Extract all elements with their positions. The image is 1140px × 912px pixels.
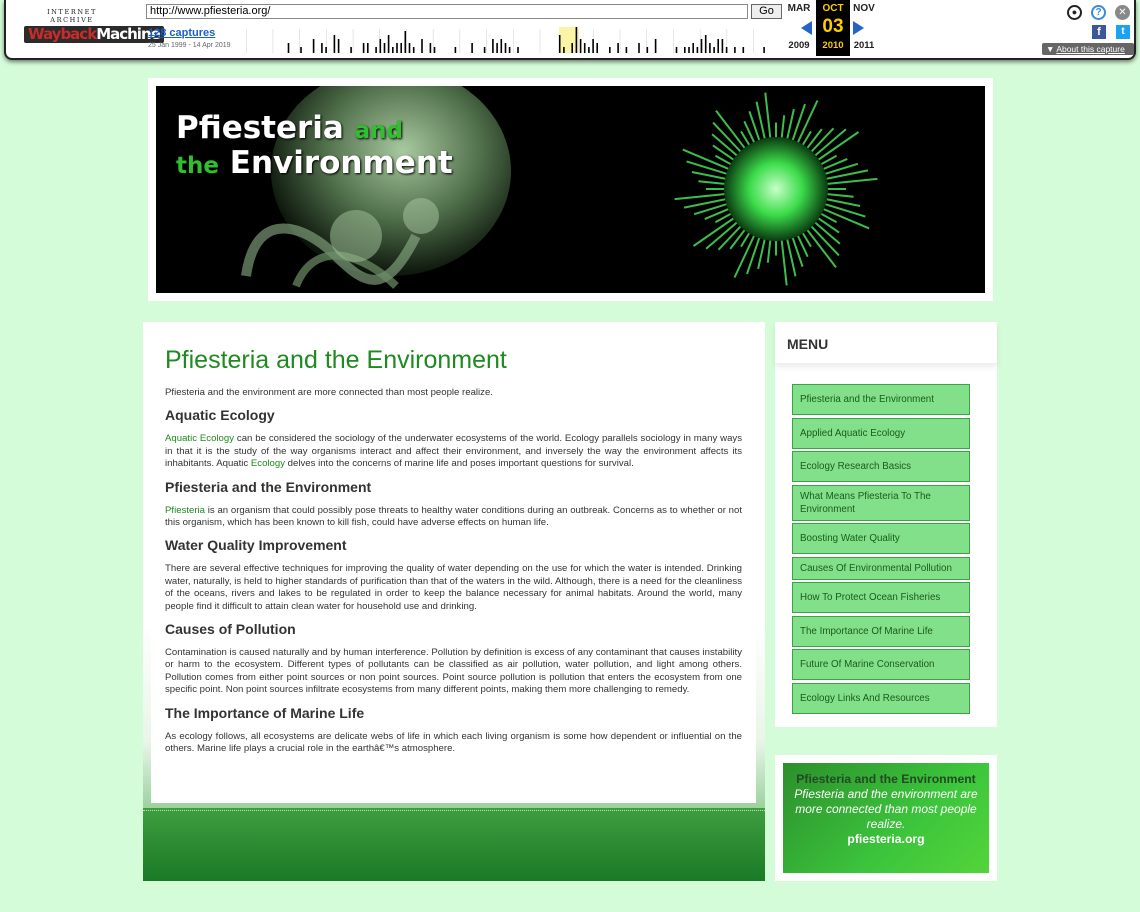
go-button[interactable]: Go — [751, 4, 782, 19]
about-capture-button[interactable]: ▼ About this capture — [1042, 43, 1134, 55]
capture-bar — [325, 47, 327, 53]
menu-item[interactable]: Ecology Research Basics — [792, 451, 970, 482]
banner-title — [176, 112, 453, 182]
menu-item[interactable]: Applied Aquatic Ecology — [792, 418, 970, 449]
capture-sparkline[interactable] — [246, 25, 780, 53]
section-heading: Causes of Pollution — [165, 621, 296, 638]
capture-bar — [509, 47, 511, 53]
capture-bar — [400, 43, 402, 53]
ad-url: pfiesteria.org — [847, 832, 925, 846]
section-text: Contamination is caused naturally and by human interference. Pollution by definition is excess of any contaminant that causes instability or harm to the ecosystem. Different types of pollutants can be classified as air pollution, water pollution, and light among others. Pollution comes from either point sources or non point sources. Point source pollution is pollution that enters the ecosystem from one specific point. Non point sources infiltrate ecosystems from many different points, making them more challenging to remedy. — [165, 647, 742, 696]
capture-bar — [375, 47, 377, 53]
year-divider — [753, 29, 754, 53]
capture-bar — [409, 43, 411, 53]
sidebar-menu — [775, 322, 997, 727]
next-month: NOV — [853, 3, 875, 14]
capture-bar — [384, 43, 386, 53]
help-icon[interactable]: ? — [1091, 5, 1106, 20]
about-capture-label: About this capture — [1056, 44, 1125, 54]
capture-bar — [763, 47, 765, 53]
year-divider — [353, 29, 354, 53]
capture-bar — [684, 47, 686, 53]
capture-bar — [313, 39, 315, 53]
header-banner-frame — [148, 78, 993, 301]
section-text-part: can be considered the sociology of the underwater ecosystems of the world. Ecology parallels sociology in many ways in that it is the study of the way organisms interact and affect their environment, and inversely the way the environment affects its inhabitants. Aquatic — [165, 433, 743, 470]
capture-bar — [471, 43, 473, 53]
close-icon[interactable]: ✕ — [1115, 5, 1130, 20]
url-input[interactable]: http://www.pfiesteria.org/ — [146, 4, 748, 19]
microbe-image-right — [656, 86, 896, 293]
captures-link[interactable]: 128 captures — [148, 27, 216, 39]
capture-bar — [388, 35, 390, 53]
capture-bar — [743, 47, 745, 53]
capture-bar — [705, 35, 707, 53]
banner-title-a: Pfiesteria — [176, 110, 344, 146]
logo-main-b: Machine — [96, 25, 160, 43]
page-title: Pfiesteria and the Environment — [165, 346, 507, 374]
capture-bar — [571, 43, 573, 53]
capture-bar — [484, 47, 486, 53]
capture-bar — [617, 43, 619, 53]
capture-bar — [559, 35, 561, 53]
section-text — [165, 505, 742, 530]
capture-bar — [380, 39, 382, 53]
section-text-part: delves into the concerns of marine life and poses important questions for survival. — [285, 458, 634, 470]
capture-bar — [434, 47, 436, 53]
capture-bar — [580, 39, 582, 53]
aquatic-ecology-link[interactable]: Aquatic Ecology — [165, 433, 235, 445]
capture-bar — [701, 39, 703, 53]
captures-range: 25 Jan 1999 - 14 Apr 2019 — [148, 42, 231, 49]
capture-bar — [697, 47, 699, 53]
capture-bar — [334, 35, 336, 53]
capture-bar — [405, 31, 407, 53]
capture-bar — [596, 43, 598, 53]
menu-item[interactable]: Pfiesteria and the Environment — [792, 384, 970, 415]
header-banner[interactable] — [156, 86, 985, 293]
menu-item[interactable]: Future Of Marine Conservation — [792, 649, 970, 680]
capture-bar — [592, 39, 594, 53]
current-month-col — [816, 0, 850, 56]
capture-bar — [584, 43, 586, 53]
capture-bar — [496, 43, 498, 53]
section-heading: Pfiesteria and the Environment — [165, 478, 372, 495]
section-text: There are several effective techniques for improving the quality of water depending on the use for which the water is intended. Drinking water, naturally, is held to higher standards of purification than that of the waters in the wild. Although, there is a need for the cleanliness of the oceans, rivers and lakes to be regulated in order to keep the balance necessary for animal habitats. Around the world, many people find it difficult to attain clean water for household use and drinking. — [165, 563, 742, 612]
year-divider — [620, 29, 621, 53]
section-heading: The Importance of Marine Life — [165, 704, 365, 721]
ad-title: Pfiesteria and the Environment — [796, 772, 976, 786]
user-icon[interactable]: ● — [1067, 5, 1082, 20]
ad-frame — [775, 755, 997, 881]
article — [151, 322, 756, 803]
capture-bar — [563, 47, 565, 53]
capture-bar — [363, 43, 365, 53]
capture-bar — [713, 47, 715, 53]
year-divider — [299, 29, 300, 53]
main-column — [143, 322, 765, 881]
ad-description: Pfiesteria and the environment are more connected than most people realize. — [794, 787, 978, 831]
capture-bar — [455, 47, 457, 53]
capture-bar — [676, 47, 678, 53]
menu-item[interactable]: Causes Of Environmental Pollution — [792, 557, 970, 580]
capture-bar — [692, 43, 694, 53]
capture-bar — [392, 47, 394, 53]
facebook-icon[interactable]: f — [1092, 25, 1106, 39]
year-divider — [433, 29, 434, 53]
capture-bar — [421, 39, 423, 53]
capture-bar — [688, 47, 690, 53]
intro-text: Pfiesteria and the environment are more connected than most people realize. — [165, 387, 493, 398]
capture-bar — [726, 47, 728, 53]
menu-item[interactable]: The Importance Of Marine Life — [792, 616, 970, 647]
next-arrow-icon[interactable] — [853, 21, 864, 35]
prev-month-col[interactable] — [782, 0, 816, 51]
pfiesteria-link[interactable]: Pfiesteria — [165, 504, 205, 516]
logo-main-text — [24, 26, 164, 43]
year-divider — [673, 29, 674, 53]
capture-bar — [367, 43, 369, 53]
section-text — [165, 433, 742, 470]
section-text-part: is an organism that could possibly pose threats to healthy water conditions during an outbreak. Concerns as to whether or not this organism, which has been known to kill fish, could have adverse effects on human life. — [165, 504, 742, 529]
capture-bar — [626, 47, 628, 53]
menu-item[interactable]: Ecology Links And Resources — [792, 683, 970, 714]
capture-bar — [709, 43, 711, 53]
wayback-logo[interactable] — [24, 8, 160, 44]
capture-bar — [288, 43, 290, 53]
next-month-col[interactable] — [847, 0, 881, 51]
capture-bar — [300, 47, 302, 53]
main-footer-band — [143, 808, 765, 881]
capture-bar — [505, 43, 507, 53]
year-divider — [406, 29, 407, 53]
year-divider — [513, 29, 514, 53]
menu-item[interactable]: Boosting Water Quality — [792, 523, 970, 554]
capture-bar — [638, 43, 640, 53]
section-text: As ecology follows, all ecosystems are delicate webs of life in which each living organism is some how dependent or influential on the others. Marine life plays a crucial role in the earthâ€™s atmosphere. — [165, 730, 742, 755]
year-divider — [540, 29, 541, 53]
capture-bar — [430, 43, 432, 53]
capture-bar — [517, 47, 519, 53]
capture-bar — [588, 47, 590, 53]
menu-item[interactable]: What Means Pfiesteria To The Environment — [792, 485, 970, 521]
section-heading: Water Quality Improvement — [165, 537, 347, 554]
capture-bar — [350, 47, 352, 53]
year-divider — [246, 29, 247, 53]
capture-bar — [501, 39, 503, 53]
capture-bar — [655, 39, 657, 53]
capture-bar — [396, 43, 398, 53]
capture-bar — [734, 47, 736, 53]
current-day: 03 — [822, 16, 844, 37]
capture-bar — [321, 43, 323, 53]
twitter-icon[interactable]: t — [1116, 25, 1130, 39]
year-divider — [460, 29, 461, 53]
capture-bar — [609, 47, 611, 53]
capture-bar — [576, 27, 578, 53]
capture-bar — [413, 47, 415, 53]
capture-bar — [338, 39, 340, 53]
prev-month: MAR — [787, 3, 811, 14]
menu-item[interactable]: How To Protect Ocean Fisheries — [792, 582, 970, 613]
capture-bar — [722, 39, 724, 53]
prev-arrow-icon[interactable] — [801, 21, 812, 35]
banner-title-b: Environment — [229, 145, 453, 181]
capture-bar — [647, 47, 649, 53]
next-year: 2011 — [853, 40, 875, 51]
site-ad[interactable] — [783, 763, 989, 873]
year-divider — [486, 29, 487, 53]
capture-bar — [717, 39, 719, 53]
banner-title-and: and — [354, 118, 404, 144]
menu-title: MENU — [775, 322, 997, 364]
banner-title-the: the — [176, 153, 219, 179]
logo-top-text: INTERNET ARCHIVE — [47, 8, 97, 24]
logo-main-a: Wayback — [28, 25, 97, 43]
menu-list — [792, 384, 970, 716]
year-divider — [273, 29, 274, 53]
section-heading: Aquatic Ecology — [165, 407, 275, 424]
capture-bar — [492, 39, 494, 53]
current-month: OCT — [822, 3, 844, 14]
wayback-toolbar — [4, 0, 1136, 60]
ecology-link[interactable]: Ecology — [250, 458, 286, 470]
prev-year: 2009 — [788, 40, 810, 51]
year-divider — [700, 29, 701, 53]
current-year: 2010 — [822, 40, 844, 51]
